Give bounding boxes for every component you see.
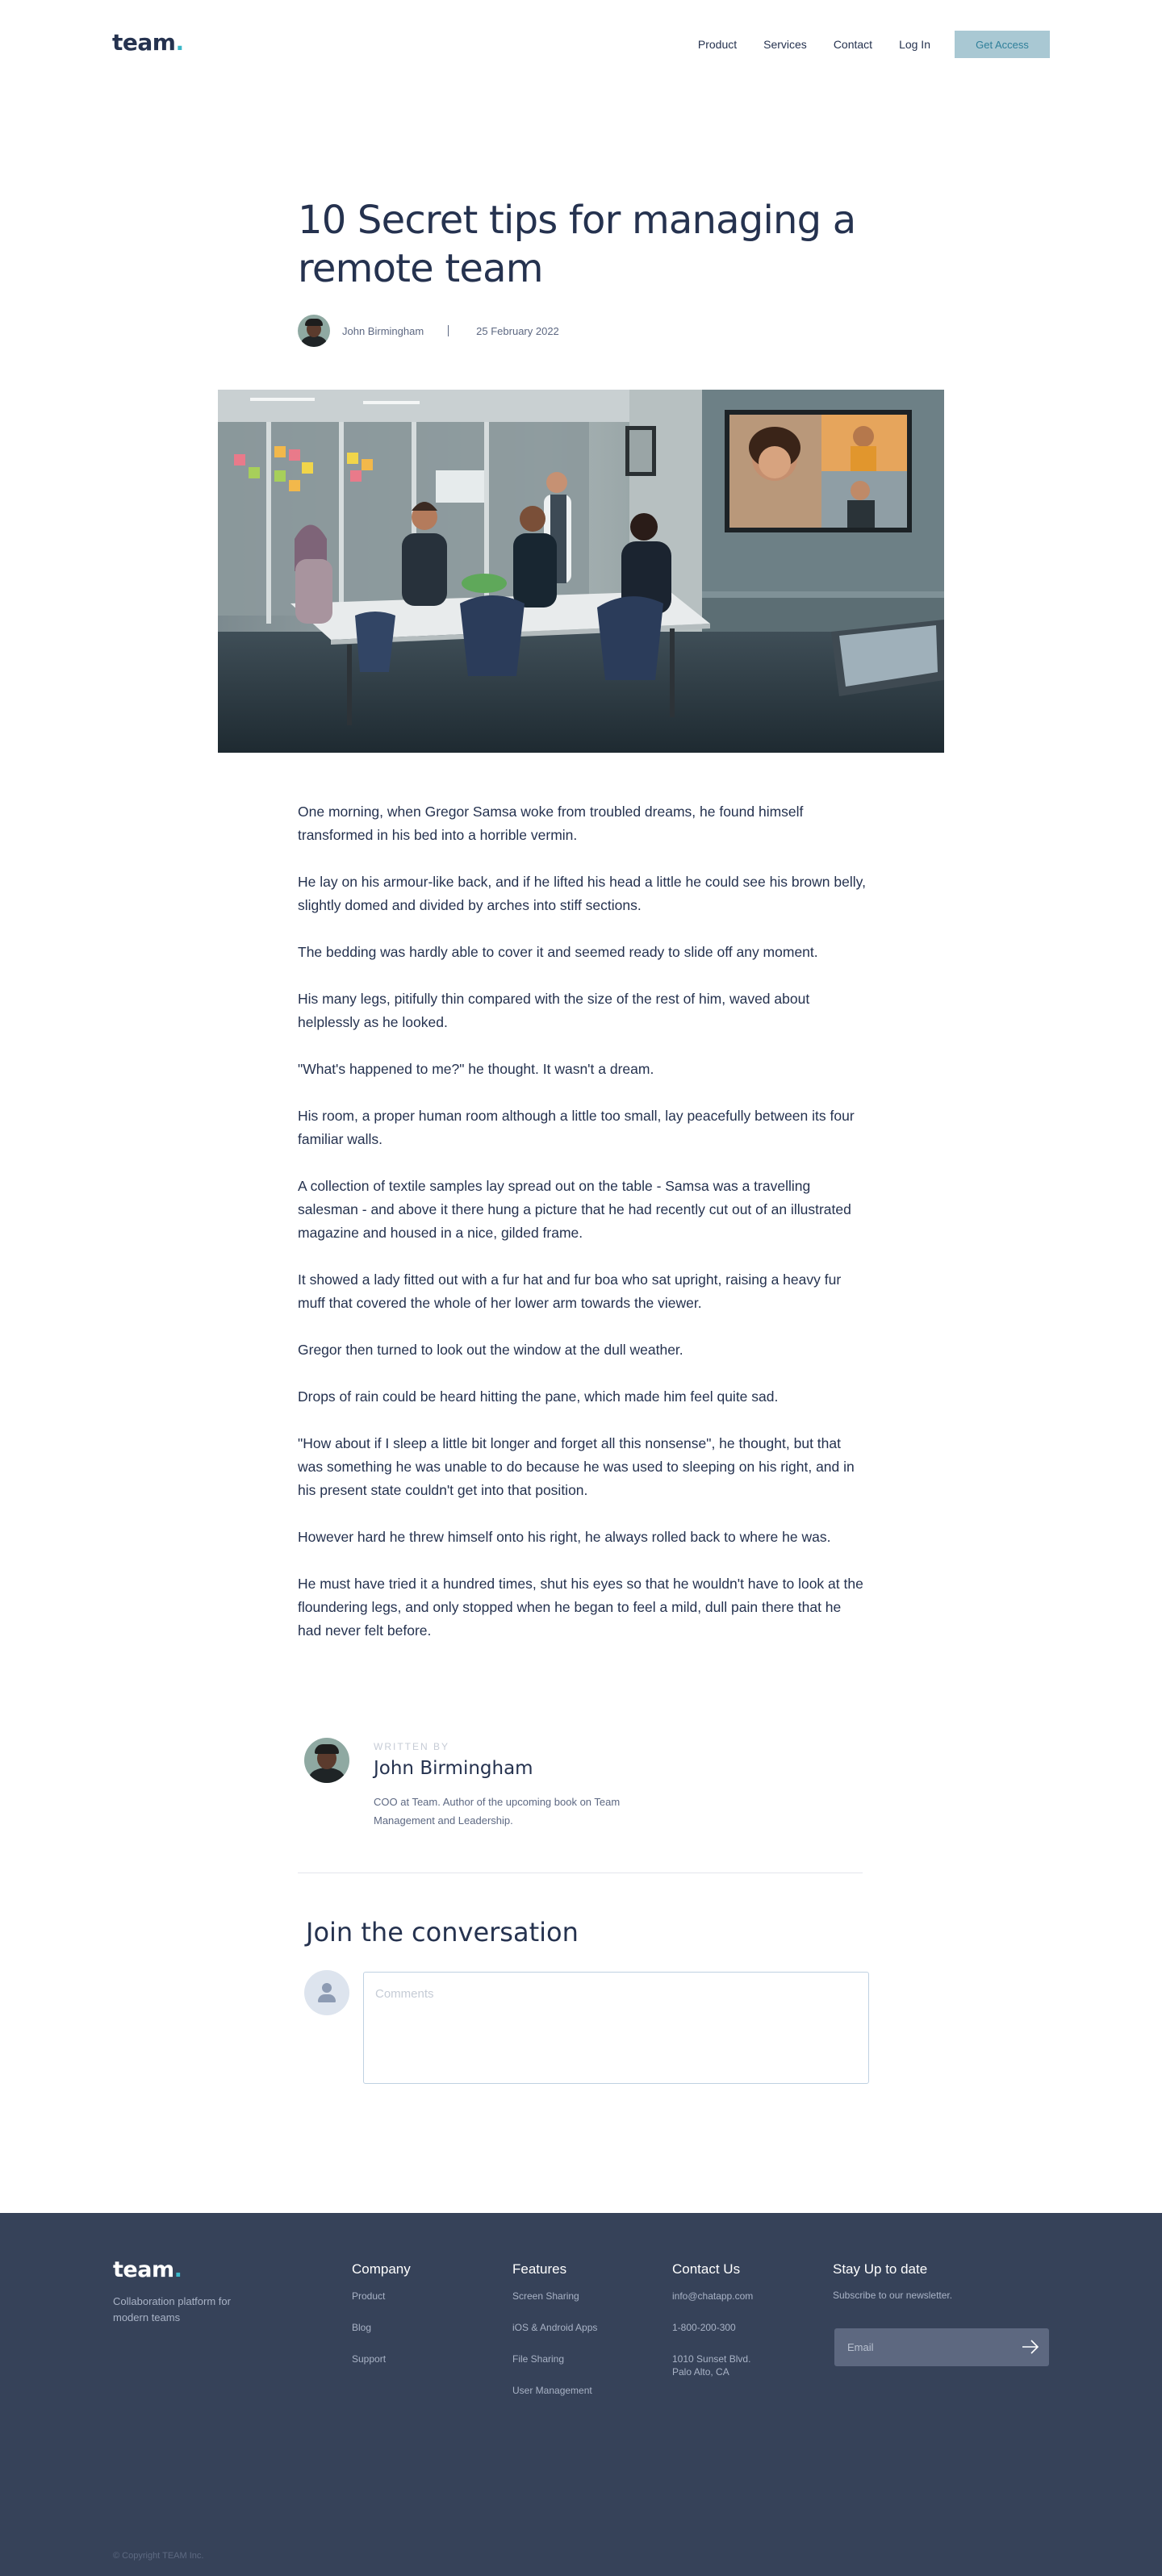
footer-company xyxy=(352,2261,411,2384)
footer-contact-email[interactable]: info@chatapp.com xyxy=(672,2290,754,2302)
comments-input[interactable] xyxy=(363,1972,869,2084)
footer-tagline: Collaboration platform for modern teams xyxy=(113,2295,231,2323)
footer-contact-phone[interactable]: 1-800-200-300 xyxy=(672,2322,736,2333)
footer-logo[interactable] xyxy=(113,2257,182,2282)
footer-logo-text: team xyxy=(113,2257,174,2282)
article-paragraph: It showed a lady fitted out with a fur hat and fur boa who sat upright, raising a heavy fur muff that covered the whole of her lower arm towards the viewer. xyxy=(298,1271,842,1311)
logo-dot: . xyxy=(175,29,184,56)
author-avatar xyxy=(298,315,330,347)
article-author[interactable]: John Birmingham xyxy=(342,324,424,337)
article-body xyxy=(298,800,867,1666)
nav-login[interactable]: Log In xyxy=(899,38,930,51)
newsletter-subtitle: Subscribe to our newsletter. xyxy=(833,2290,953,2301)
article-paragraph: However hard he threw himself onto his right, he always rolled back to where he was. xyxy=(298,1529,831,1545)
newsletter-form xyxy=(834,2328,1049,2366)
copyright: © Copyright TEAM Inc. xyxy=(113,2551,204,2561)
article-paragraph: A collection of textile samples lay spread out on the table - Samsa was a travelling salesman - and above it there hung a picture that he had recently cut out of an illustrated magazine and housed in a nice, gilded frame. xyxy=(298,1178,851,1241)
newsletter-title: Stay Up to date xyxy=(833,2261,928,2277)
meta-separator xyxy=(448,325,449,336)
site-footer xyxy=(0,2213,1162,2576)
article-paragraph: Gregor then turned to look out the window at the dull weather. xyxy=(298,1342,683,1358)
footer-contact-title: Contact Us xyxy=(672,2261,741,2277)
footer-company-title: Company xyxy=(352,2261,411,2277)
article-paragraph: His room, a proper human room although a little too small, lay peacefully between its four familiar walls. xyxy=(298,1108,855,1147)
user-icon xyxy=(304,1970,349,2015)
footer-contact-address xyxy=(672,2353,753,2378)
footer-link-support[interactable]: Support xyxy=(352,2353,387,2365)
article-title: 10 Secret tips for managing a remote team xyxy=(298,198,856,291)
site-header xyxy=(0,0,1162,89)
footer-link-apps[interactable]: iOS & Android Apps xyxy=(512,2322,598,2333)
footer-link-user-management[interactable]: User Management xyxy=(512,2385,592,2396)
nav-contact[interactable]: Contact xyxy=(833,38,873,51)
footer-features xyxy=(512,2261,597,2415)
nav-services[interactable]: Services xyxy=(763,38,807,51)
logo[interactable] xyxy=(112,29,184,56)
written-by-label: WRITTEN BY xyxy=(374,1741,449,1752)
newsletter-email-input[interactable] xyxy=(847,2341,1025,2353)
article-paragraph: He lay on his armour-like back, and if he lifted his head a little he could see his brown belly, slightly domed and divided by arches into stiff sections. xyxy=(298,874,866,913)
article-paragraph: Drops of rain could be heard hitting the pane, which made him feel quite sad. xyxy=(298,1388,779,1405)
hero-image xyxy=(218,390,944,753)
address-line-2: Palo Alto, CA xyxy=(672,2366,729,2378)
logo-text: team xyxy=(112,29,176,56)
article-paragraph: One morning, when Gregor Samsa woke from troubled dreams, he found himself transformed in his bed into a horrible vermin. xyxy=(298,804,804,843)
arrow-right-icon[interactable] xyxy=(1022,2339,1039,2355)
address-line-1: 1010 Sunset Blvd. xyxy=(672,2353,751,2365)
footer-newsletter xyxy=(833,2261,952,2301)
author-box-avatar xyxy=(304,1738,349,1783)
article-paragraph: The bedding was hardly able to cover it and seemed ready to slide off any moment. xyxy=(298,944,818,960)
footer-contact xyxy=(672,2261,753,2378)
footer-link-blog[interactable]: Blog xyxy=(352,2322,372,2333)
footer-link-file-sharing[interactable]: File Sharing xyxy=(512,2353,565,2365)
footer-features-title: Features xyxy=(512,2261,567,2277)
main-nav xyxy=(671,31,1050,58)
comments-title: Join the conversation xyxy=(306,1917,579,1948)
article-date: 25 February 2022 xyxy=(476,324,559,337)
article-paragraph: His many legs, pitifully thin compared with the size of the rest of him, waved about helplessly as he looked. xyxy=(298,991,810,1030)
get-access-button[interactable]: Get Access xyxy=(955,31,1050,58)
nav-product[interactable]: Product xyxy=(697,38,738,51)
author-box-bio: COO at Team. Author of the upcoming book on Team Management and Leadership. xyxy=(374,1796,621,1827)
footer-link-product[interactable]: Product xyxy=(352,2290,386,2302)
footer-link-screen-sharing[interactable]: Screen Sharing xyxy=(512,2290,579,2302)
article-meta xyxy=(298,315,559,347)
author-box-name[interactable]: John Birmingham xyxy=(374,1758,533,1779)
footer-logo-dot: . xyxy=(173,2257,182,2282)
article-paragraph: He must have tried it a hundred times, shut his eyes so that he wouldn't have to look at the floundering legs, and only stopped when he began to feel a mild, dull pain there that he had never felt before. xyxy=(298,1576,863,1639)
article-paragraph: "How about if I sleep a little bit longer and forget all this nonsense", he thought, but that was something he was unable to do because he was used to sleeping on his right, and in his present state couldn't get into that position. xyxy=(298,1435,855,1498)
article-paragraph: "What's happened to me?" he thought. It wasn't a dream. xyxy=(298,1061,654,1077)
